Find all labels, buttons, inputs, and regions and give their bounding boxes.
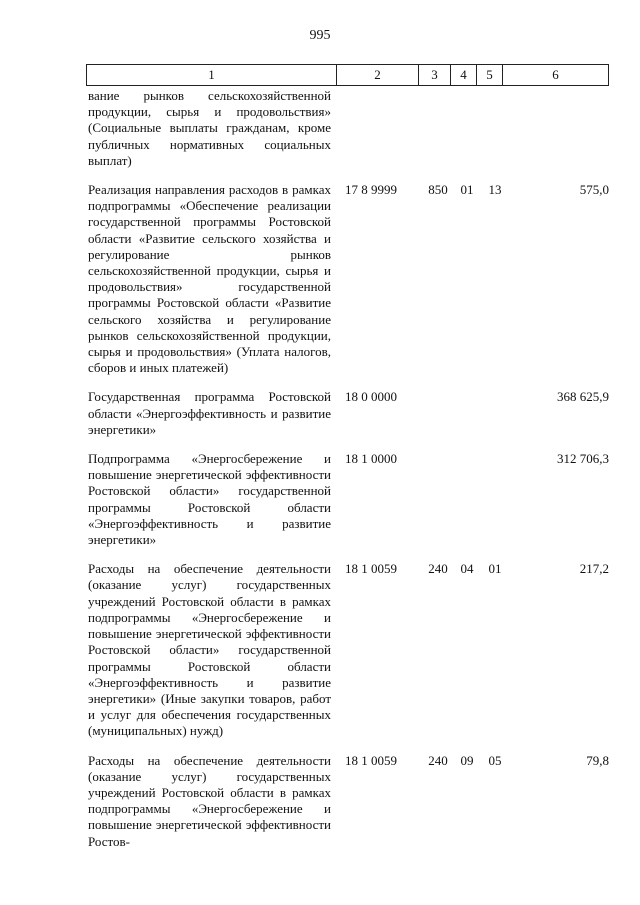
row-expense-type: 240 xyxy=(428,561,448,577)
row-subsection: 13 xyxy=(488,182,502,198)
column-header-6: 6 xyxy=(503,65,609,86)
row-target-code: 18 1 0059 xyxy=(345,561,397,577)
row-description: Государственная программа Ростовской области «Энергоэффективность и развитие энергетики» xyxy=(88,389,331,437)
column-header-table xyxy=(86,64,609,86)
row-target-code: 18 1 0000 xyxy=(345,451,397,467)
row-section: 01 xyxy=(460,182,474,198)
column-header-1: 1 xyxy=(87,65,337,86)
row-target-code: 18 0 0000 xyxy=(345,389,397,405)
table-row xyxy=(88,182,628,376)
row-description: Расходы на обеспечение деятельности (оказание услуг) государственных учреждений Ростовской области в рамках подпрограммы «Энергосбережение и повышение энергетической эффективности Ростов- xyxy=(88,752,331,849)
row-expense-type: 850 xyxy=(428,182,448,198)
column-header-4: 4 xyxy=(451,65,477,86)
table-row xyxy=(88,561,628,739)
column-header-2: 2 xyxy=(337,65,419,86)
row-amount: 79,8 xyxy=(586,752,609,768)
row-target-code: 18 1 0059 xyxy=(345,752,397,768)
row-subsection: 05 xyxy=(488,752,502,768)
row-section: 09 xyxy=(460,752,474,768)
table-row xyxy=(88,389,628,438)
row-target-code: 17 8 9999 xyxy=(345,182,397,198)
table-row xyxy=(88,451,628,548)
row-amount: 368 625,9 xyxy=(557,389,609,405)
row-description: Реализация направления расходов в рамках подпрограммы «Обеспечение реализации государственной программы Ростовской области «Развитие сельского хозяйства и регулирование рынков сельскохозяйственной продукции, сырья и продовольствия» государственной программы Ростовской области «Развитие сельского хозяйства и регулирование рынков сельскохозяйственной продукции, сырья и продовольствия» (Уплата налогов, сборов и иных платежей) xyxy=(88,182,331,376)
row-amount: 217,2 xyxy=(579,561,609,577)
row-description: Расходы на обеспечение деятельности (оказание услуг) государственных учреждений Ростовской области в рамках подпрограммы «Энергосбережение и повышение энергетической эффективности Ростовской области» государственной программы Ростовской области «Энергоэффективность и развитие энергетики» (Иные закупки товаров, работ и услуг для обеспечения государственных (муниципальных) нужд) xyxy=(88,561,331,739)
row-description: вание рынков сельскохозяйственной продукции, сырья и продовольствия» (Социальные выплаты гражданам, кроме публичных нормативных социальных выплат) xyxy=(88,88,331,168)
table-row xyxy=(88,753,628,850)
row-subsection: 01 xyxy=(488,561,502,577)
row-amount: 575,0 xyxy=(579,182,609,198)
row-amount: 312 706,3 xyxy=(557,451,609,467)
table-row xyxy=(88,88,628,169)
page-number: 995 xyxy=(309,28,331,43)
row-expense-type: 240 xyxy=(428,752,448,768)
column-header-3: 3 xyxy=(419,65,451,86)
column-header-row xyxy=(87,65,609,86)
row-section: 04 xyxy=(460,561,474,577)
column-header-5: 5 xyxy=(477,65,503,86)
row-description: Подпрограмма «Энергосбережение и повышение энергетической эффективности Ростовской области» государственной программы Ростовской области «Энергоэффективность и развитие энергетики» xyxy=(88,451,331,548)
budget-rows xyxy=(88,88,628,863)
